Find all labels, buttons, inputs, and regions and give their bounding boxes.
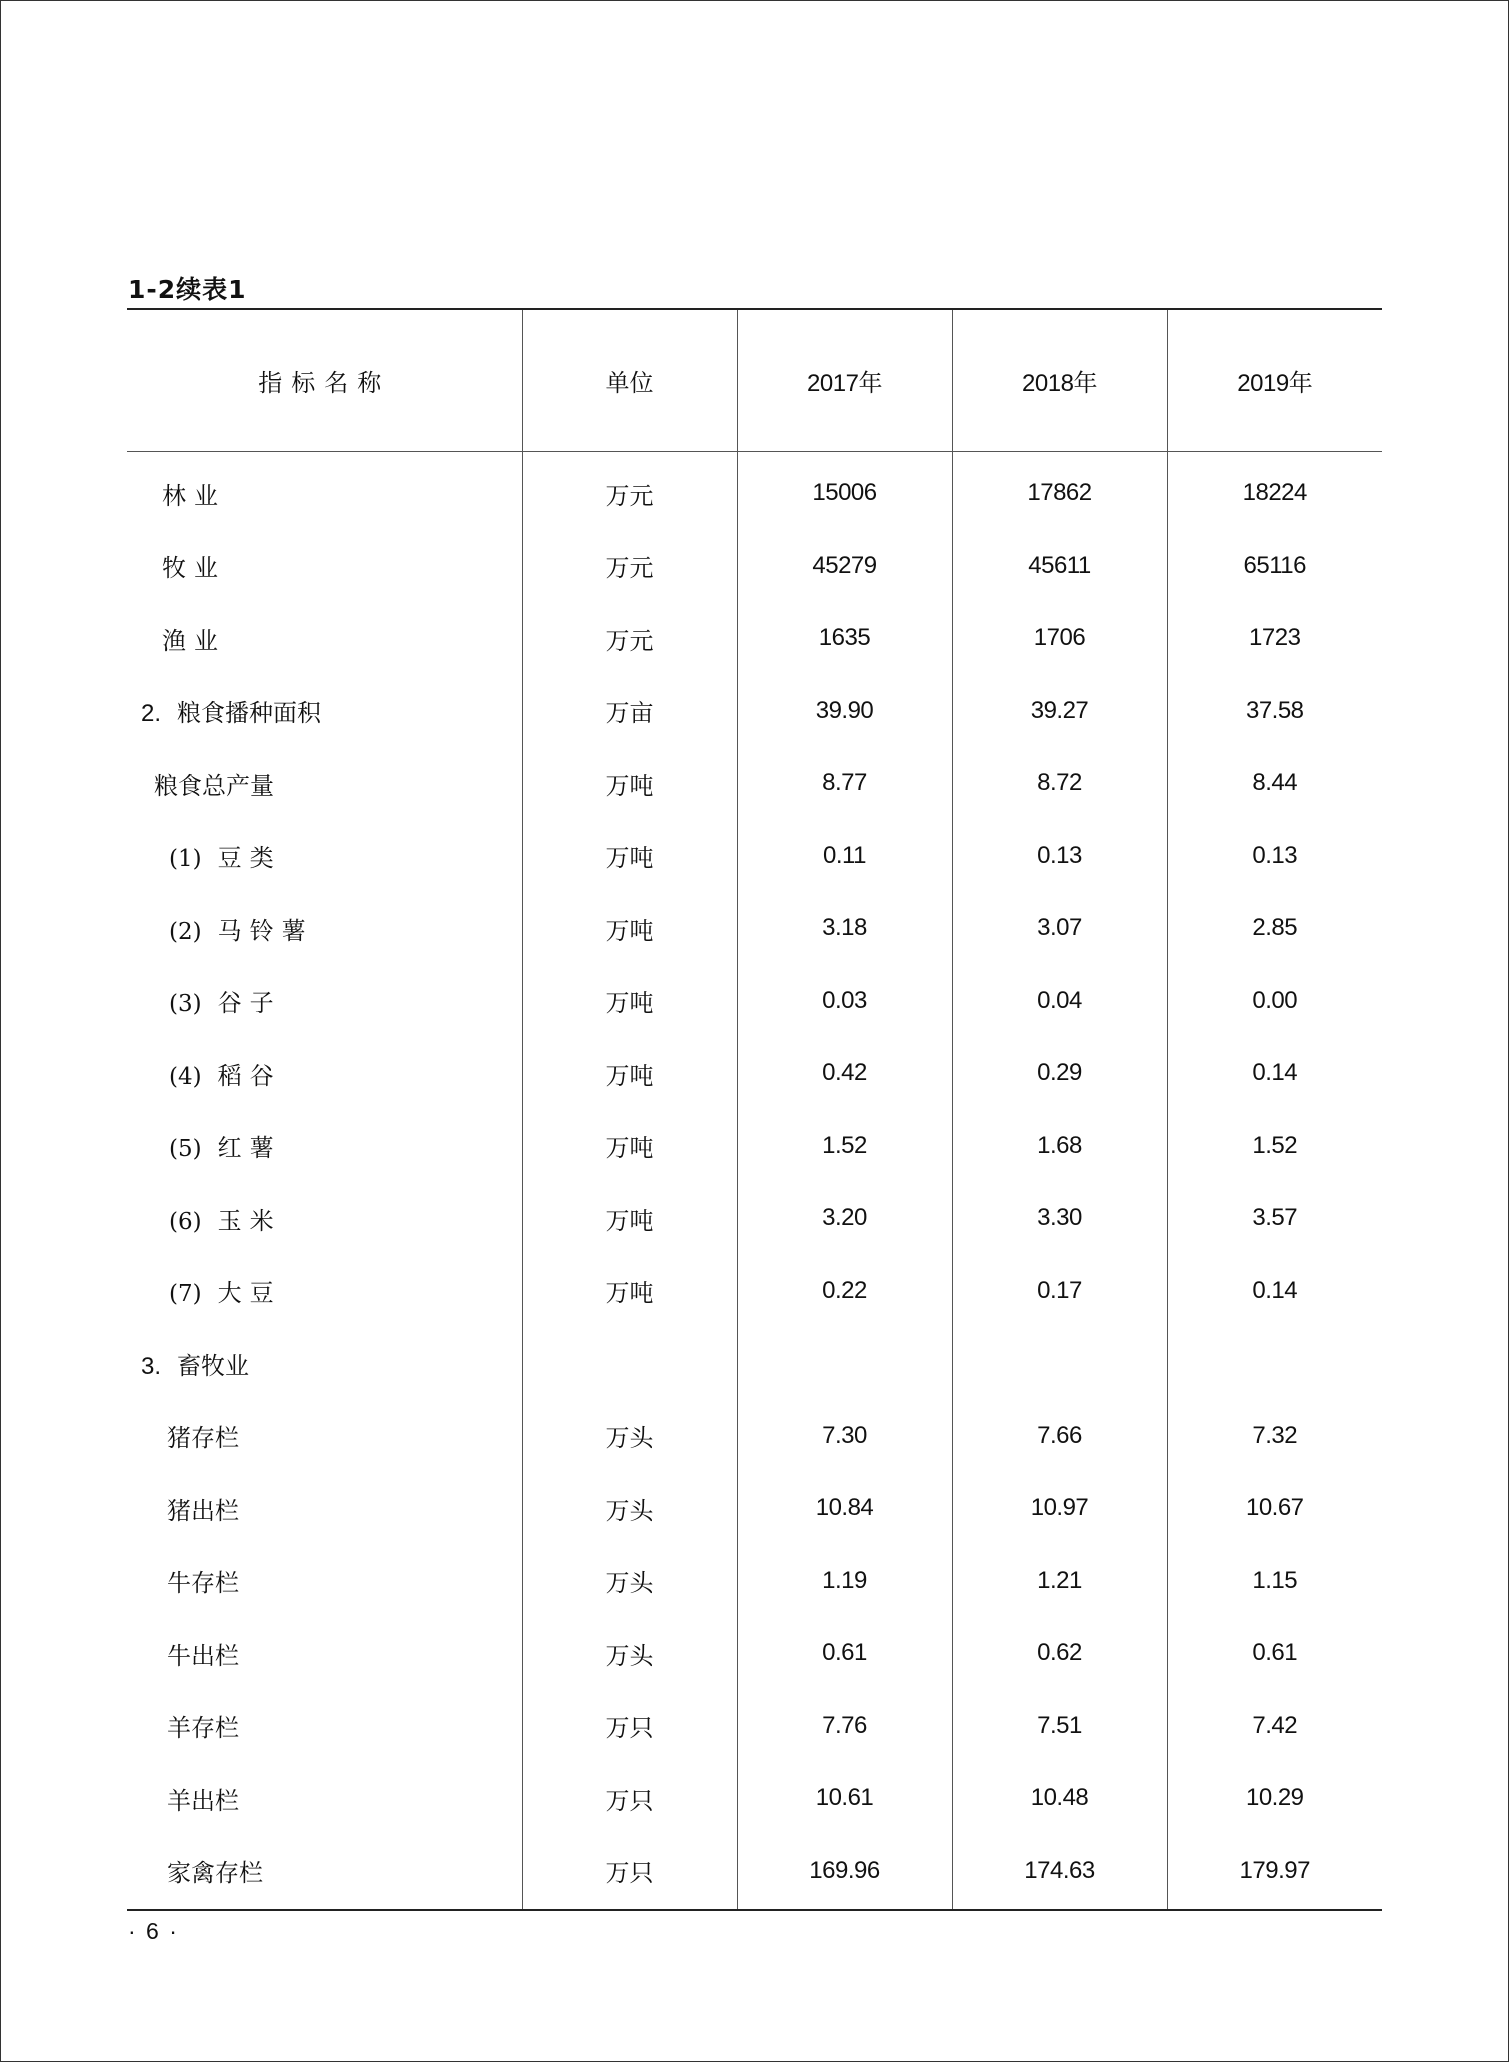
row-value-2017: 3.18 [737, 892, 952, 965]
row-value-2018: 8.72 [952, 747, 1167, 820]
row-label: 渔业 [162, 626, 226, 655]
row-label: 羊存栏 [167, 1714, 239, 1743]
row-unit: 万头 [522, 1472, 737, 1545]
statistics-table [127, 308, 1382, 1911]
row-value-2017: 0.61 [737, 1617, 952, 1690]
row-label: 家禽存栏 [167, 1859, 263, 1888]
row-unit: 万只 [522, 1690, 737, 1763]
row-value-2017: 7.76 [737, 1690, 952, 1763]
row-unit: 万只 [522, 1762, 737, 1835]
row-label-cell [127, 1255, 522, 1328]
item-number: 2. [141, 700, 162, 728]
row-value-2017: 39.90 [737, 675, 952, 748]
table-row [127, 965, 1382, 1038]
row-value-2018: 7.51 [952, 1690, 1167, 1763]
row-value-2017 [737, 1327, 952, 1400]
row-unit: 万吨 [522, 1037, 737, 1110]
row-value-2017: 0.03 [737, 965, 952, 1038]
row-value-2018: 0.04 [952, 965, 1167, 1038]
row-unit: 万头 [522, 1545, 737, 1618]
row-label-cell [127, 1110, 522, 1183]
row-value-2019: 0.14 [1167, 1255, 1382, 1328]
row-label: 谷子 [217, 989, 282, 1018]
header-row [127, 309, 1382, 452]
header-year-2018: 2018年 [952, 309, 1167, 452]
row-value-2017: 1.52 [737, 1110, 952, 1183]
table-row [127, 1835, 1382, 1911]
table-row [127, 1690, 1382, 1763]
row-value-2019 [1167, 1327, 1382, 1400]
row-value-2019: 7.32 [1167, 1400, 1382, 1473]
row-unit: 万只 [522, 1835, 737, 1911]
row-unit: 万头 [522, 1617, 737, 1690]
table-row [127, 675, 1382, 748]
row-value-2019: 0.13 [1167, 820, 1382, 893]
item-number: 3. [141, 1352, 162, 1380]
row-unit: 万亩 [522, 675, 737, 748]
table-row [127, 1545, 1382, 1618]
table-row [127, 1472, 1382, 1545]
sub-item-number: (7) [169, 1281, 202, 1308]
row-value-2018: 1.68 [952, 1110, 1167, 1183]
row-unit: 万头 [522, 1400, 737, 1473]
row-value-2019: 10.67 [1167, 1472, 1382, 1545]
row-label-cell [127, 892, 522, 965]
row-label-cell [127, 1327, 522, 1400]
sub-item-number: (3) [169, 991, 202, 1018]
row-value-2019: 8.44 [1167, 747, 1382, 820]
row-label: 稻谷 [217, 1061, 282, 1090]
table-row [127, 820, 1382, 893]
row-value-2017: 10.61 [737, 1762, 952, 1835]
row-value-2017: 169.96 [737, 1835, 952, 1911]
row-value-2019: 3.57 [1167, 1182, 1382, 1255]
table-row [127, 1327, 1382, 1400]
row-value-2018: 10.48 [952, 1762, 1167, 1835]
row-value-2019: 65116 [1167, 530, 1382, 603]
page-number: · 6 · [128, 1918, 179, 1944]
row-unit: 万元 [522, 602, 737, 675]
row-value-2019: 1.15 [1167, 1545, 1382, 1618]
row-value-2018: 7.66 [952, 1400, 1167, 1473]
sub-item-number: (5) [169, 1136, 202, 1163]
row-value-2018: 3.30 [952, 1182, 1167, 1255]
row-value-2018: 1.21 [952, 1545, 1167, 1618]
row-unit: 万吨 [522, 1182, 737, 1255]
row-unit: 万吨 [522, 965, 737, 1038]
row-value-2017: 7.30 [737, 1400, 952, 1473]
row-label: 粮食播种面积 [177, 699, 322, 728]
header-indicator-name: 指标名称 [127, 309, 522, 452]
row-value-2017: 15006 [737, 452, 952, 530]
row-label: 猪出栏 [167, 1496, 239, 1525]
row-label: 畜牧业 [177, 1351, 250, 1380]
row-label: 马铃薯 [217, 916, 314, 945]
table-title: 1-2续表1 [128, 275, 247, 304]
row-value-2018: 174.63 [952, 1835, 1167, 1911]
row-value-2018: 1706 [952, 602, 1167, 675]
row-label: 羊出栏 [167, 1786, 239, 1815]
row-label: 红薯 [217, 1134, 282, 1163]
row-label: 玉米 [217, 1206, 282, 1235]
row-label: 猪存栏 [167, 1424, 239, 1453]
row-value-2017: 45279 [737, 530, 952, 603]
table-row [127, 1617, 1382, 1690]
row-label-cell [127, 1182, 522, 1255]
row-value-2019: 7.42 [1167, 1690, 1382, 1763]
row-label-cell [127, 675, 522, 748]
table-row [127, 530, 1382, 603]
row-value-2017: 0.11 [737, 820, 952, 893]
row-value-2019: 10.29 [1167, 1762, 1382, 1835]
row-label: 豆类 [217, 844, 282, 873]
row-value-2017: 0.42 [737, 1037, 952, 1110]
row-value-2019: 1723 [1167, 602, 1382, 675]
row-value-2018: 10.97 [952, 1472, 1167, 1545]
table-row [127, 1255, 1382, 1328]
table-row [127, 747, 1382, 820]
row-value-2017: 1635 [737, 602, 952, 675]
table-row [127, 452, 1382, 530]
table-row [127, 1037, 1382, 1110]
table-row [127, 1110, 1382, 1183]
row-label: 牧业 [162, 554, 226, 583]
row-value-2018: 0.62 [952, 1617, 1167, 1690]
row-value-2019: 37.58 [1167, 675, 1382, 748]
header-unit: 单位 [522, 309, 737, 452]
row-label: 粮食总产量 [154, 771, 274, 800]
row-value-2018 [952, 1327, 1167, 1400]
row-value-2017: 10.84 [737, 1472, 952, 1545]
row-value-2018: 0.13 [952, 820, 1167, 893]
row-value-2018: 39.27 [952, 675, 1167, 748]
row-value-2018: 45611 [952, 530, 1167, 603]
row-unit: 万吨 [522, 1110, 737, 1183]
row-value-2018: 3.07 [952, 892, 1167, 965]
sub-item-number: (6) [169, 1208, 202, 1235]
row-unit: 万吨 [522, 747, 737, 820]
row-value-2019: 1.52 [1167, 1110, 1382, 1183]
row-value-2018: 0.17 [952, 1255, 1167, 1328]
header-year-2017: 2017年 [737, 309, 952, 452]
row-value-2017: 3.20 [737, 1182, 952, 1255]
row-unit [522, 1327, 737, 1400]
row-value-2019: 0.14 [1167, 1037, 1382, 1110]
row-unit: 万元 [522, 530, 737, 603]
row-label-cell [127, 820, 522, 893]
table-row [127, 602, 1382, 675]
row-unit: 万元 [522, 452, 737, 530]
table-row [127, 1400, 1382, 1473]
header-year-2019: 2019年 [1167, 309, 1382, 452]
row-value-2017: 0.22 [737, 1255, 952, 1328]
row-unit: 万吨 [522, 892, 737, 965]
row-value-2018: 17862 [952, 452, 1167, 530]
row-value-2019: 2.85 [1167, 892, 1382, 965]
row-label: 牛出栏 [167, 1641, 239, 1670]
table-row [127, 892, 1382, 965]
row-label: 牛存栏 [167, 1569, 239, 1598]
sub-item-number: (2) [169, 918, 202, 945]
row-value-2019: 0.61 [1167, 1617, 1382, 1690]
row-unit: 万吨 [522, 1255, 737, 1328]
row-label-cell [127, 1037, 522, 1110]
row-value-2019: 179.97 [1167, 1835, 1382, 1911]
row-unit: 万吨 [522, 820, 737, 893]
row-label: 大豆 [217, 1279, 282, 1308]
row-value-2017: 8.77 [737, 747, 952, 820]
sub-item-number: (1) [169, 846, 202, 873]
row-label: 林业 [162, 481, 226, 510]
row-value-2019: 18224 [1167, 452, 1382, 530]
row-value-2017: 1.19 [737, 1545, 952, 1618]
row-value-2018: 0.29 [952, 1037, 1167, 1110]
sub-item-number: (4) [169, 1063, 202, 1090]
row-label-cell [127, 965, 522, 1038]
row-value-2019: 0.00 [1167, 965, 1382, 1038]
table-row [127, 1182, 1382, 1255]
table-row [127, 1762, 1382, 1835]
